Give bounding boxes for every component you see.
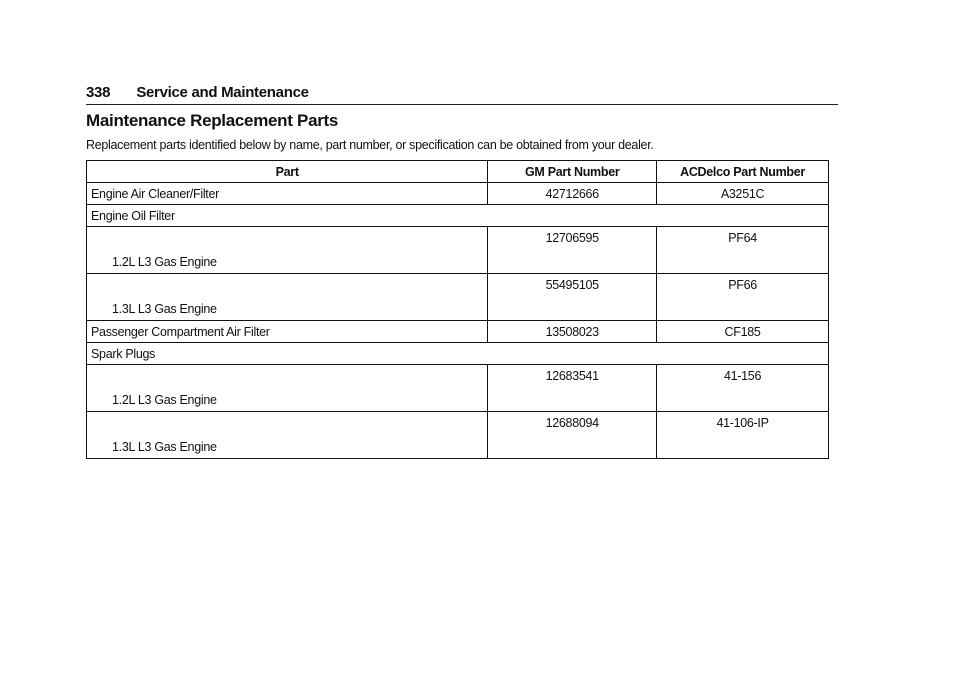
acdelco-part-number: CF185 [657, 321, 829, 343]
table-row [87, 183, 829, 205]
table-header-row [87, 161, 829, 183]
page-number: 338 [86, 84, 111, 101]
column-header-part: Part [87, 161, 488, 183]
table-row [87, 321, 829, 343]
replacement-parts-table [86, 160, 829, 459]
table-group-row [87, 343, 829, 365]
table-row [87, 227, 829, 274]
column-header-acdelco-part-number: ACDelco Part Number [657, 161, 829, 183]
part-name: 1.3L L3 Gas Engine [87, 412, 488, 459]
page-title: Maintenance Replacement Parts [86, 111, 339, 130]
part-group-name: Spark Plugs [87, 343, 829, 365]
table-row [87, 365, 829, 412]
part-name: Engine Air Cleaner/Filter [87, 183, 488, 205]
acdelco-part-number: A3251C [657, 183, 829, 205]
table-row [87, 274, 829, 321]
table-group-row [87, 205, 829, 227]
part-name: Passenger Compartment Air Filter [87, 321, 488, 343]
part-group-name: Engine Oil Filter [87, 205, 829, 227]
running-header [86, 84, 838, 105]
part-name: 1.2L L3 Gas Engine [87, 227, 488, 274]
intro-paragraph: Replacement parts identified below by name, part number, or specification can be obtained from your dealer. [86, 138, 654, 152]
part-name: 1.2L L3 Gas Engine [87, 365, 488, 412]
gm-part-number: 12706595 [488, 227, 657, 274]
acdelco-part-number: 41-106-IP [657, 412, 829, 459]
part-name: 1.3L L3 Gas Engine [87, 274, 488, 321]
gm-part-number: 12683541 [488, 365, 657, 412]
gm-part-number: 42712666 [488, 183, 657, 205]
acdelco-part-number: 41-156 [657, 365, 829, 412]
gm-part-number: 55495105 [488, 274, 657, 321]
section-name: Service and Maintenance [136, 84, 309, 101]
gm-part-number: 12688094 [488, 412, 657, 459]
column-header-gm-part-number: GM Part Number [488, 161, 657, 183]
table-row [87, 412, 829, 459]
gm-part-number: 13508023 [488, 321, 657, 343]
acdelco-part-number: PF66 [657, 274, 829, 321]
acdelco-part-number: PF64 [657, 227, 829, 274]
